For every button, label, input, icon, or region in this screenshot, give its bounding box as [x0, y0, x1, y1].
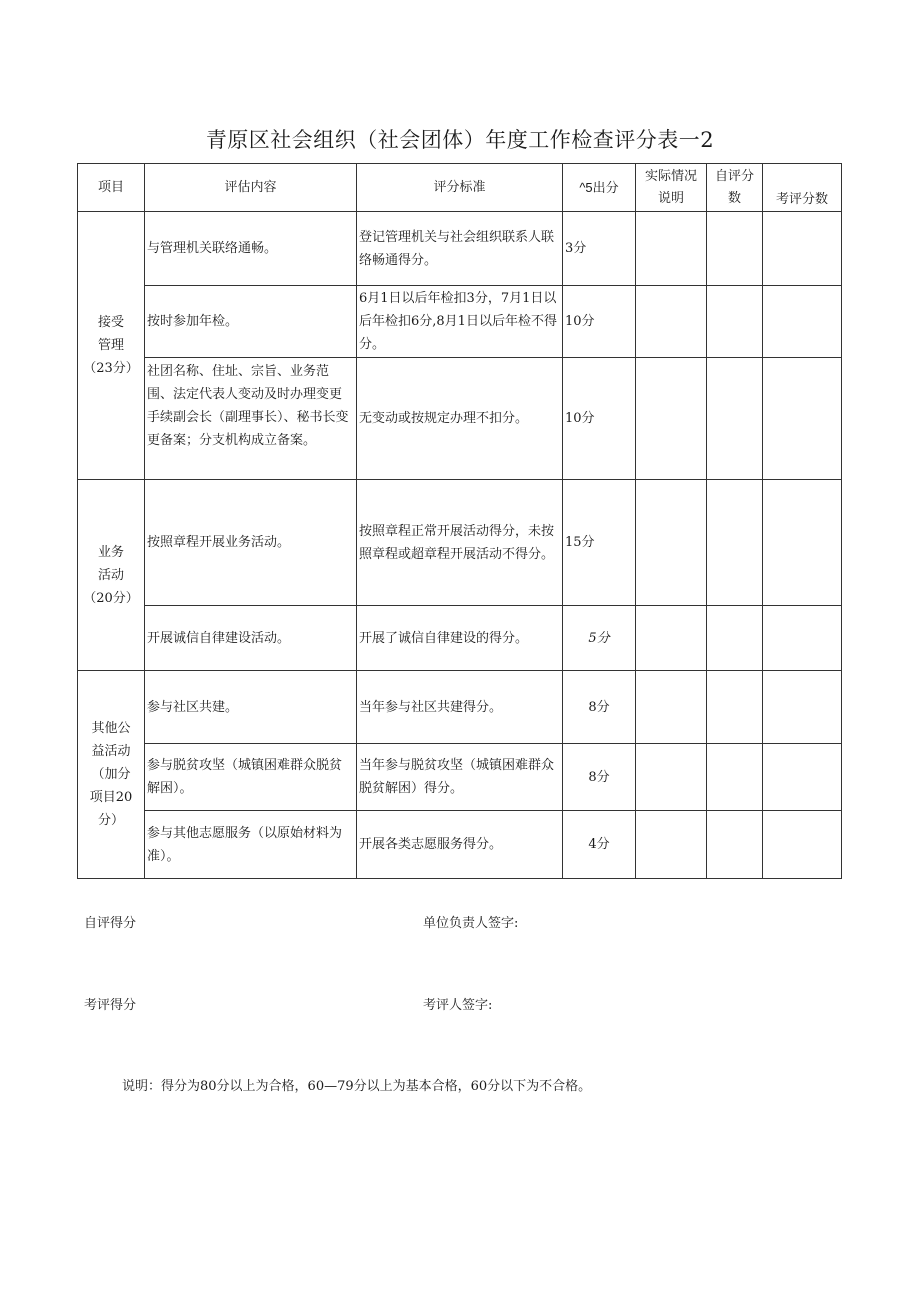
actual-cell[interactable]	[636, 811, 707, 879]
points-cell: 3分	[563, 212, 636, 286]
header-self-line1: 自评分	[714, 168, 754, 184]
actual-cell[interactable]	[636, 744, 707, 811]
standard-cell: 当年参与社区共建得分。	[357, 671, 563, 744]
actual-cell[interactable]	[636, 212, 707, 286]
unit-head-signature-label: 单位负责人签字:	[423, 916, 519, 931]
category-cell: 接受 管理 （23分）	[78, 212, 145, 480]
header-actual	[636, 164, 707, 212]
header-self-line2: 数	[727, 190, 741, 206]
standard-cell: 当年参与脱贫攻坚（城镇困难群众脱贫解困）得分。	[357, 744, 563, 811]
review-score-cell[interactable]	[763, 358, 842, 480]
self-score-cell[interactable]	[707, 212, 763, 286]
points-cell: 10分	[563, 286, 636, 358]
points-cell: 8分	[563, 671, 636, 744]
points-cell: 15分	[563, 480, 636, 606]
self-score-cell[interactable]	[707, 480, 763, 606]
header-standard: 评分标准	[357, 164, 563, 212]
standard-cell: 开展了诚信自律建设的得分。	[357, 606, 563, 671]
table-row	[78, 744, 842, 811]
content-cell: 与管理机关联络通畅。	[145, 212, 357, 286]
content-cell: 开展诚信自律建设活动。	[145, 606, 357, 671]
review-score-cell[interactable]	[763, 671, 842, 744]
points-cell: 4分	[563, 811, 636, 879]
standard-cell: 登记管理机关与社会组织联系人联络畅通得分。	[357, 212, 563, 286]
self-score-cell[interactable]	[707, 358, 763, 480]
header-review: 考评分数	[763, 164, 842, 212]
self-score-cell[interactable]	[707, 811, 763, 879]
review-score-cell[interactable]	[763, 744, 842, 811]
points-cell: 5分	[563, 606, 636, 671]
content-cell: 社团名称、住址、宗旨、业务范围、法定代表人变动及时办理变更手续副会长（副理事长）、秘书长变更备案；分支机构成立备案。	[145, 358, 357, 480]
points-cell: 10分	[563, 358, 636, 480]
table-row	[78, 671, 842, 744]
header-self	[707, 164, 763, 212]
category-cell: 其他公 益活动 （加分 项目20 分）	[78, 671, 145, 879]
review-score-cell[interactable]	[763, 286, 842, 358]
header-item: 项目	[78, 164, 145, 212]
header-actual-line2: 说明	[657, 190, 684, 206]
self-score-cell[interactable]	[707, 744, 763, 811]
review-score-cell[interactable]	[763, 212, 842, 286]
score-table	[77, 163, 842, 879]
review-score-cell[interactable]	[763, 480, 842, 606]
self-score-cell[interactable]	[707, 606, 763, 671]
standard-cell: 6月1日以后年检扣3分，7月1日以后年检扣6分,8月1日以后年检不得分。	[357, 286, 563, 358]
standard-cell: 按照章程正常开展活动得分，未按照章程或超章程开展活动不得分。	[357, 480, 563, 606]
content-cell: 参与脱贫攻坚（城镇困难群众脱贫解困）。	[145, 744, 357, 811]
standard-cell: 开展各类志愿服务得分。	[357, 811, 563, 879]
actual-cell[interactable]	[636, 358, 707, 480]
page-title: 青原区社会组织（社会团体）年度工作检查评分表一2	[205, 128, 715, 152]
table-row	[78, 212, 842, 286]
header-content: 评估内容	[145, 164, 357, 212]
content-cell: 按照章程开展业务活动。	[145, 480, 357, 606]
scoring-note: 说明：得分为80分以上为合格，60—79分以上为基本合格，60分以下为不合格。	[122, 1079, 592, 1094]
actual-cell[interactable]	[636, 480, 707, 606]
table-row	[78, 480, 842, 606]
review-score-cell[interactable]	[763, 606, 842, 671]
actual-cell[interactable]	[636, 286, 707, 358]
self-score-cell[interactable]	[707, 671, 763, 744]
table-row	[78, 606, 842, 671]
table-header-row	[78, 164, 842, 212]
table-row	[78, 286, 842, 358]
category-cell: 业务 活动 （20分）	[78, 480, 145, 671]
table-row	[78, 811, 842, 879]
standard-cell: 无变动或按规定办理不扣分。	[357, 358, 563, 480]
self-score-cell[interactable]	[707, 286, 763, 358]
content-cell: 按时参加年检。	[145, 286, 357, 358]
content-cell: 参与其他志愿服务（以原始材料为准）。	[145, 811, 357, 879]
actual-cell[interactable]	[636, 671, 707, 744]
review-score-cell[interactable]	[763, 811, 842, 879]
header-actual-line1: 实际情况	[644, 168, 697, 184]
actual-cell[interactable]	[636, 606, 707, 671]
content-cell: 参与社区共建。	[145, 671, 357, 744]
reviewer-signature-label: 考评人签字:	[423, 998, 493, 1013]
review-score-label: 考评得分	[84, 998, 137, 1013]
points-cell: 8分	[563, 744, 636, 811]
self-score-label: 自评得分	[84, 916, 137, 931]
header-points: ^5出分	[563, 164, 636, 212]
table-row	[78, 358, 842, 480]
